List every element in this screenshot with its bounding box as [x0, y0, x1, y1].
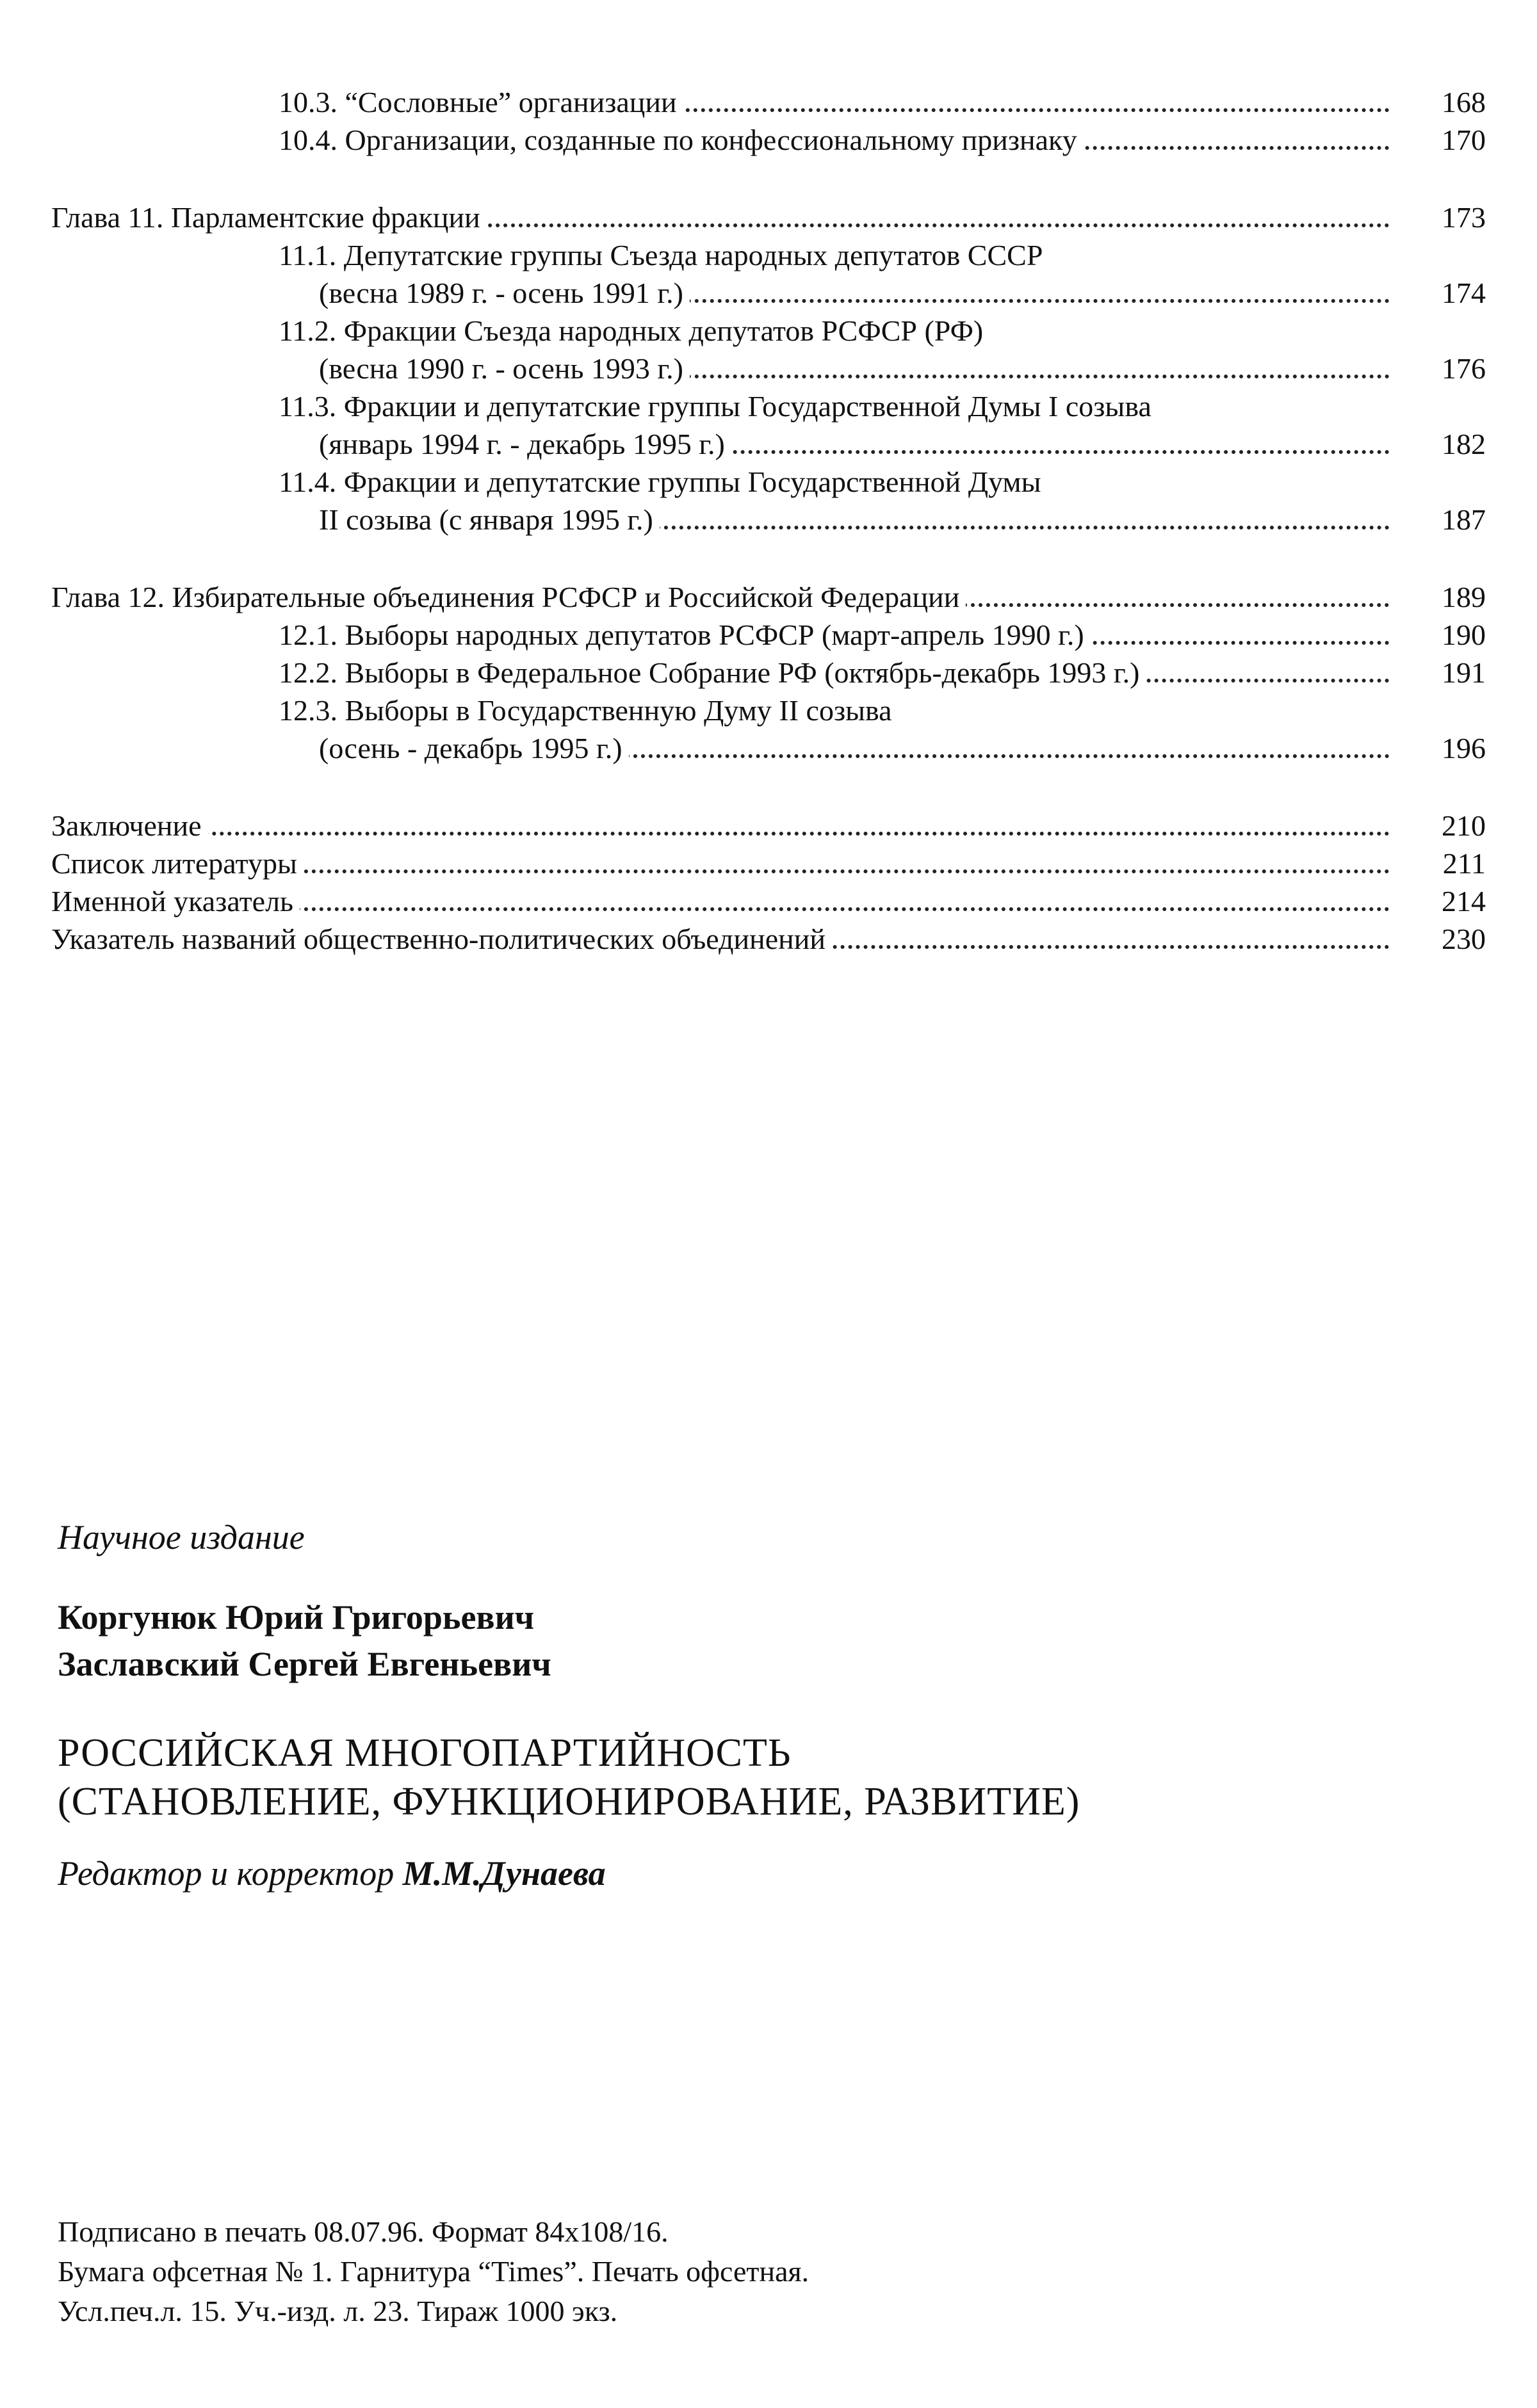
toc-entry: [51, 387, 1486, 425]
toc-page-number: 190: [1435, 616, 1486, 654]
toc-entry-title: (январь 1994 г. - декабрь 1995 г.): [319, 425, 731, 463]
toc-entry: [51, 691, 1486, 729]
toc-entry-title: (весна 1989 г. - осень 1991 г.): [319, 274, 690, 312]
toc-entry: [51, 920, 1486, 958]
toc-entry: [51, 807, 1486, 844]
table-of-contents: [51, 83, 1486, 958]
toc-entry: [51, 463, 1486, 501]
toc-entry-title: 12.1. Выборы народных депутатов РСФСР (март-апрель 1990 г.): [279, 616, 1091, 654]
toc-entry-title: Заключение: [51, 807, 208, 844]
toc-entry-title: 11.2. Фракции Съезда народных депутатов РСФСР (РФ): [279, 312, 989, 350]
toc-entry: [51, 578, 1486, 616]
toc-gap: [51, 538, 1486, 578]
toc-entry: [51, 425, 1486, 463]
toc-entry-title: Именной указатель: [51, 882, 300, 920]
toc-entry: [51, 616, 1486, 654]
toc-page-number: 176: [1435, 350, 1486, 387]
toc-entry: [51, 844, 1486, 882]
toc-entry-title: 12.2. Выборы в Федеральное Собрание РФ (октябрь-декабрь 1993 г.): [279, 654, 1146, 691]
toc-entry-title: Указатель названий общественно-политических объединений: [51, 920, 832, 958]
toc-entry: [51, 312, 1486, 350]
toc-page-number: 174: [1435, 274, 1486, 312]
toc-page-number: 211: [1436, 844, 1486, 882]
editor-credit: [58, 1854, 1467, 1893]
toc-page-number: 173: [1435, 198, 1486, 236]
toc-entry: [51, 501, 1486, 538]
toc-entry-title: 11.3. Фракции и депутатские группы Государственной Думы I созыва: [279, 387, 1158, 425]
print-details-line: Бумага офсетная № 1. Гарнитура “Times”. Печать офсетная.: [58, 2255, 809, 2288]
toc-entry-title: (весна 1990 г. - осень 1993 г.): [319, 350, 690, 387]
book-title-line: РОССИЙСКАЯ МНОГОПАРТИЙНОСТЬ: [58, 1731, 792, 1775]
toc-page-number: 168: [1435, 83, 1486, 121]
toc-page-number: 182: [1435, 425, 1486, 463]
toc-entry-title: (осень - декабрь 1995 г.): [319, 729, 629, 767]
print-details-line: Усл.печ.л. 15. Уч.-изд. л. 23. Тираж 1000 экз.: [58, 2295, 618, 2327]
author-name: Заславский Сергей Евгеньевич: [58, 1645, 551, 1683]
toc-entry: [51, 83, 1486, 121]
toc-entry-title: 11.4. Фракции и депутатские группы Государственной Думы: [279, 463, 1048, 501]
book-title: [58, 1729, 1467, 1826]
toc-entry: [51, 121, 1486, 159]
toc-page-number: 189: [1435, 578, 1486, 616]
publication-type: Научное издание: [58, 1518, 305, 1556]
toc-entry-title: 12.3. Выборы в Государственную Думу II созыва: [279, 691, 899, 729]
toc-entry-title: II созыва (с января 1995 г.): [319, 501, 660, 538]
toc-entry-title: Глава 11. Парламентские фракции: [51, 198, 487, 236]
print-details: [58, 2212, 1467, 2331]
toc-entry: [51, 882, 1486, 920]
toc-entry: [51, 274, 1486, 312]
toc-page-number: 196: [1435, 729, 1486, 767]
editor-name: М.М.Дунаева: [402, 1854, 606, 1893]
toc-page-number: 214: [1435, 882, 1486, 920]
toc-page-number: 230: [1435, 920, 1486, 958]
toc-entry: [51, 350, 1486, 387]
toc-gap: [51, 159, 1486, 198]
book-title-line: (СТАНОВЛЕНИЕ, ФУНКЦИОНИРОВАНИЕ, РАЗВИТИЕ): [58, 1780, 1080, 1823]
toc-entry-title: 11.1. Депутатские группы Съезда народных депутатов СССР: [279, 236, 1049, 274]
toc-entry: [51, 729, 1486, 767]
toc-page-number: 187: [1435, 501, 1486, 538]
toc-entry: [51, 236, 1486, 274]
author-name: Коргунюк Юрий Григорьевич: [58, 1598, 535, 1636]
toc-entry-title: 10.4. Организации, созданные по конфессиональному признаку: [279, 121, 1084, 159]
toc-entry-title: 10.3. “Сословные” организации: [279, 83, 683, 121]
toc-page-number: 210: [1435, 807, 1486, 844]
toc-gap: [51, 767, 1486, 807]
toc-entry: [51, 654, 1486, 691]
toc-entry: [51, 198, 1486, 236]
dot-leader: [51, 832, 1390, 836]
toc-entry-title: Список литературы: [51, 844, 304, 882]
toc-page-number: 191: [1435, 654, 1486, 691]
print-details-line: Подписано в печать 08.07.96. Формат 84х108/16.: [58, 2215, 669, 2248]
editor-label: Редактор и корректор: [58, 1854, 394, 1893]
toc-entry-title: Глава 12. Избирательные объединения РСФСР и Российской Федерации: [51, 578, 966, 616]
toc-page-number: 170: [1435, 121, 1486, 159]
